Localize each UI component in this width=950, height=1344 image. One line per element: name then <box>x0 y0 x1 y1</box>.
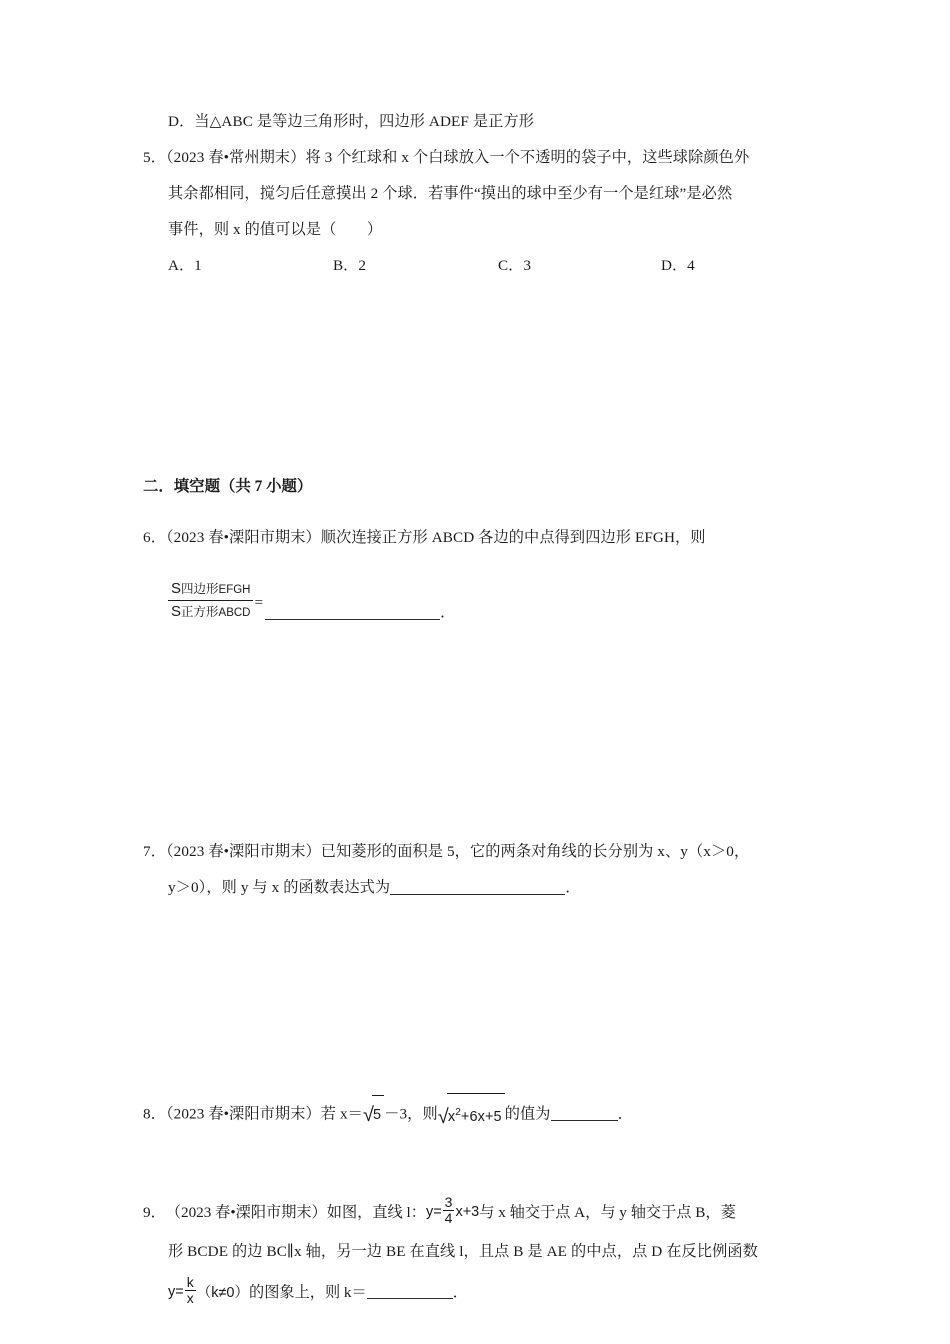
question8-number: 8． <box>143 1105 166 1123</box>
question9-number: 9． <box>143 1204 166 1222</box>
question5-number: 5． <box>143 149 166 166</box>
option-d-value: 4 <box>687 257 695 274</box>
question5-text-line3: 事件，则 x 的值可以是（ ） <box>168 221 383 238</box>
line-equation <box>426 1196 479 1227</box>
fraction-denominator <box>168 601 253 622</box>
question9-source: （2023 春•溧阳市期末） <box>165 1204 327 1222</box>
question9-line3 <box>143 1270 815 1314</box>
section-heading-fill-in-blank <box>143 472 815 502</box>
sqrt-expression-1 <box>363 1096 384 1134</box>
radicand-2-rest: +6x+5 <box>460 1108 502 1125</box>
numerator-subscript-letters: EFGH <box>218 584 251 597</box>
question5-line1 <box>143 140 815 176</box>
question5-source: （2023 春•常州期末） <box>165 149 306 166</box>
option-c[interactable] <box>498 248 531 284</box>
question9-text-pre: 如图，直线 l： <box>326 1204 426 1222</box>
option-b[interactable] <box>333 248 366 284</box>
question8-text-mid: －3，则 <box>384 1105 438 1123</box>
heading-gap <box>143 502 815 520</box>
radical-sign-icon: √ <box>437 1105 449 1128</box>
slope-denominator: 4 <box>444 1210 453 1227</box>
denominator-subscript-cn: 正方形 <box>181 605 219 619</box>
question8-text-pre: 若 x＝ <box>320 1105 363 1123</box>
inverse-numerator: k <box>186 1274 194 1291</box>
equals-sign: = <box>254 594 264 611</box>
question6-formula-row <box>143 556 815 646</box>
answer-space-q7 <box>143 906 815 1094</box>
answer-blank-q9[interactable] <box>367 1285 453 1299</box>
slope-fraction <box>443 1195 455 1226</box>
fraction-numerator <box>168 580 253 601</box>
question7-text-line1: 已知菱形的面积是 5，它的两条对角线的长分别为 x、y（x＞0， <box>320 843 750 860</box>
area-ratio-fraction <box>168 580 253 622</box>
question4-option-d <box>143 104 815 140</box>
answer-space-q6 <box>143 646 815 834</box>
question7-text-line2: y＞0），则 y 与 x 的函数表达式为 <box>168 879 391 896</box>
question8-period: ． <box>617 1105 633 1123</box>
question9-line2 <box>143 1234 815 1270</box>
numerator-subscript-cn: 四边形 <box>181 582 219 597</box>
option-d-key: D． <box>661 257 688 274</box>
question7-line1 <box>143 834 815 870</box>
answer-space-q5 <box>143 284 815 472</box>
option-a[interactable] <box>168 248 202 284</box>
question9-text-line2: 形 BCDE 的边 BC∥x 轴，另一边 BE 在直线 l，且点 B 是 AE 的中点，点 D 在反比例函数 <box>168 1242 758 1260</box>
inverse-proportion-equation <box>168 1276 249 1307</box>
question7-line2 <box>143 870 815 906</box>
question5-text-line1: 将 3 个红球和 x 个白球放入一个不透明的袋子中，这些球除颜色外 <box>305 149 750 166</box>
answer-blank-q6[interactable] <box>265 606 440 620</box>
equation-rhs: x+3 <box>455 1203 480 1220</box>
question7-period: ． <box>565 879 581 896</box>
inverse-fraction <box>185 1275 196 1306</box>
equation-lhs: y= <box>425 1203 442 1220</box>
question9-period: ． <box>452 1284 468 1302</box>
question9-line1 <box>143 1190 815 1234</box>
question6-text-line1: 顺次连接正方形 ABCD 各边的中点得到四边形 EFGH，则 <box>320 529 706 546</box>
option-d[interactable] <box>661 248 695 284</box>
question8-line1 <box>143 1094 815 1136</box>
answer-blank-q8[interactable] <box>551 1107 618 1121</box>
radicand-2-exponent: 2 <box>455 1107 461 1118</box>
option-c-value: 3 <box>523 257 531 274</box>
inverse-denominator: x <box>186 1290 194 1307</box>
option-a-value: 1 <box>194 257 202 274</box>
option-b-value: 2 <box>358 257 366 274</box>
answer-space-q8 <box>143 1136 815 1190</box>
radicand-1: 5 <box>372 1095 384 1133</box>
question7-number: 7． <box>143 843 166 860</box>
question9-text-post: 与 x 轴交于点 A，与 y 轴交于点 B，菱 <box>479 1204 736 1222</box>
question7-source: （2023 春•溧阳市期末） <box>165 843 321 860</box>
radicand-2 <box>447 1093 505 1135</box>
section-heading-text: 二．填空题（共 7 小题） <box>143 478 313 495</box>
question6-answer-tail <box>265 601 455 622</box>
denominator-subscript-letters: ABCD <box>218 607 251 619</box>
inverse-eq-lhs: y= <box>168 1283 184 1300</box>
question6-period: ． <box>440 603 456 621</box>
option-c-key: C． <box>498 257 524 274</box>
question6-number: 6． <box>143 529 166 546</box>
option-d-text: 当△ABC 是等边三角形时，四边形 ADEF 是正方形 <box>194 113 535 130</box>
question8-text-post: 的值为 <box>504 1105 551 1123</box>
question6-source: （2023 春•溧阳市期末） <box>165 529 321 546</box>
question6-line1 <box>143 520 815 556</box>
question5-text-line2: 其余都相同，搅匀后任意摸出 2 个球．若事件“摸出的球中至少有一个是红球”是必然 <box>168 185 733 202</box>
radical-sign-icon: √ <box>362 1103 375 1126</box>
page-content <box>143 104 815 1314</box>
denominator-symbol: S <box>171 603 182 620</box>
sqrt-expression-2 <box>438 1094 505 1136</box>
option-a-key: A． <box>168 257 195 274</box>
slope-numerator: 3 <box>444 1194 453 1211</box>
option-d-label: D． <box>168 113 195 130</box>
question8-source: （2023 春•溧阳市期末） <box>165 1105 321 1123</box>
question5-line3 <box>143 212 815 248</box>
option-b-key: B． <box>333 257 359 274</box>
question5-options <box>143 248 815 284</box>
inverse-condition: （k≠0） <box>196 1285 249 1302</box>
numerator-symbol: S <box>171 580 182 598</box>
radicand-2-base: x <box>447 1108 456 1125</box>
question9-text-line3-post: 的图象上，则 k＝ <box>249 1284 367 1302</box>
question5-line2 <box>143 176 815 212</box>
answer-blank-q7[interactable] <box>390 881 565 895</box>
